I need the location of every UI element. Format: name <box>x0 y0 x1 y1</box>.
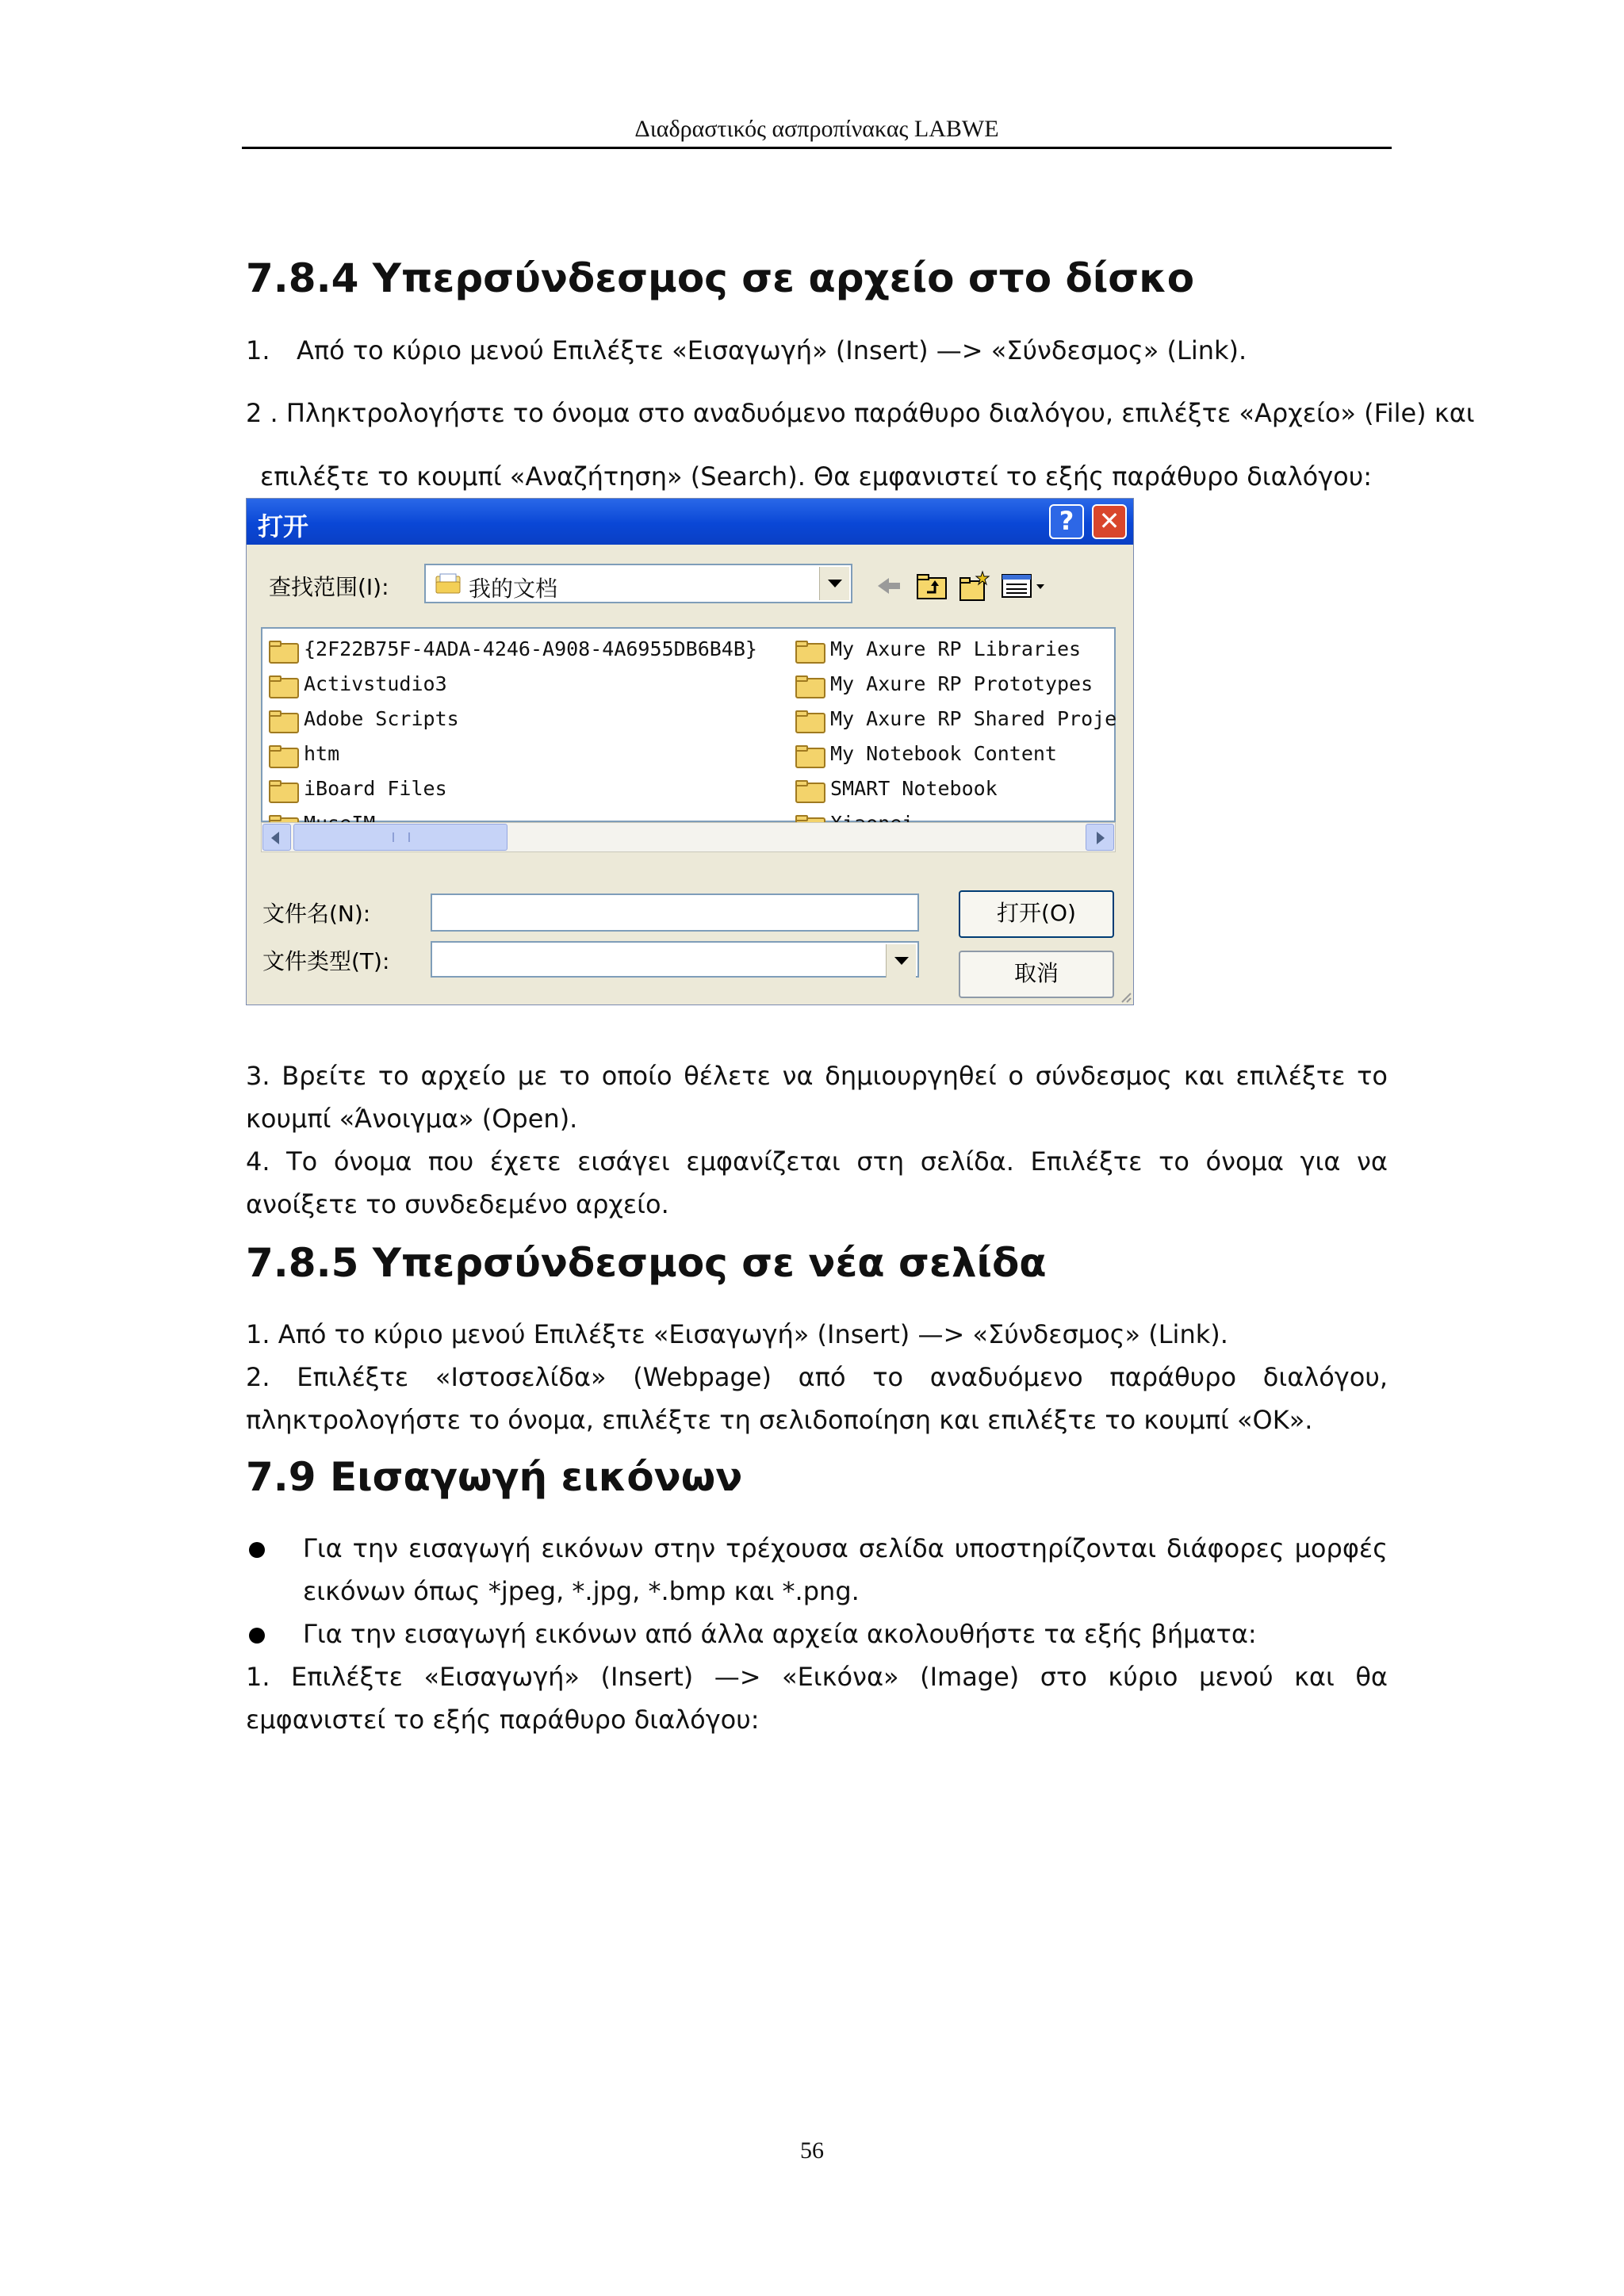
scroll-right-icon[interactable] <box>1086 824 1114 851</box>
section-title-7-8-5: 7.8.5 Υπερσύνδεσμος σε νέα σελίδα <box>246 1240 1047 1286</box>
filename-input[interactable] <box>431 894 919 932</box>
filetype-label: 文件类型(T): <box>262 948 390 974</box>
dialog-title: 打开 <box>258 511 309 541</box>
file-name: My Axure RP Shared Proje <box>830 707 1117 730</box>
s784-step-2-line-1: 2 . Πληκτρολογήστε το όνομα στο αναδυόμενο παράθυρο διαλόγου, επιλέξτε «Αρχείο» (File) και <box>246 398 1475 428</box>
open-file-dialog <box>246 498 1134 1005</box>
bullet-text-2: Για την εισαγωγή εικόνων από άλλα αρχεία ακολουθήστε τα εξής βήματα: <box>303 1619 1257 1649</box>
s784-step-1-number: 1. <box>246 335 270 365</box>
folder-icon <box>795 640 827 664</box>
view-menu-icon[interactable] <box>1000 568 1049 603</box>
s784-step-3: 3. Βρείτε το αρχείο με το οποίο θέλετε να δημιουργηθεί ο σύνδεσμος και επιλέξτε το κουμπί «Άνοιγμα» (Open). <box>246 1061 1388 1134</box>
folder-icon <box>795 779 827 803</box>
lookin-label: 查找范围(I): <box>269 574 389 600</box>
help-button[interactable]: ? <box>1049 504 1084 539</box>
horizontal-scrollbar[interactable] <box>261 822 1116 852</box>
s784-step-2-line-2: επιλέξτε το κουμπί «Αναζήτηση» (Search). Θα εμφανιστεί το εξής παράθυρο διαλόγου: <box>260 461 1373 492</box>
file-name: iBoard Files <box>304 777 447 800</box>
bullet-text-1: Για την εισαγωγή εικόνων στην τρέχουσα σελίδα υποστηρίζονται διάφορες μορφές εικόνων όπως *jpeg, *.jpg, *.bmp και *.png. <box>303 1533 1388 1606</box>
resize-grip-icon[interactable] <box>1119 990 1132 1003</box>
bullet-dot <box>249 1628 265 1644</box>
chevron-down-icon[interactable] <box>819 567 849 600</box>
file-name: Adobe Scripts <box>304 707 459 730</box>
lookin-dropdown[interactable] <box>424 564 852 603</box>
folder-icon <box>269 675 301 698</box>
folder-icon <box>269 779 301 803</box>
s784-step-1 <box>246 329 1388 372</box>
bullet-dot <box>249 1542 265 1558</box>
filetype-dropdown[interactable] <box>431 941 919 978</box>
folder-icon <box>269 640 301 664</box>
bullet-item <box>246 1613 1388 1655</box>
close-button[interactable]: ✕ <box>1092 504 1127 539</box>
chevron-down-icon[interactable] <box>886 944 916 978</box>
cancel-button[interactable]: 取消 <box>959 951 1114 998</box>
s785-step-1: 1. Από το κύριο μενού Επιλέξτε «Εισαγωγή» (Insert) —> «Σύνδεσμος» (Link). <box>246 1319 1228 1349</box>
folder-icon <box>795 675 827 698</box>
section-title-7-8-4: 7.8.4 Υπερσύνδεσμος σε αρχείο στο δίσκο <box>246 255 1195 301</box>
lookin-value: 我的文档 <box>469 576 558 602</box>
new-folder-icon[interactable] <box>957 568 992 603</box>
bullet-item <box>246 1527 1388 1613</box>
file-name: htm <box>304 742 340 765</box>
folder-icon <box>795 744 827 768</box>
file-name: My Axure RP Libraries <box>830 637 1082 660</box>
s79-step-1: 1. Επιλέξτε «Εισαγωγή» (Insert) —> «Εικόνα» (Image) στο κύριο μενού και θα εμφανιστεί το εξής παράθυρο διαλόγου: <box>246 1662 1388 1735</box>
folder-icon <box>795 710 827 733</box>
my-documents-icon <box>435 573 461 594</box>
back-icon[interactable] <box>871 568 906 603</box>
s784-step-4: 4. Το όνομα που έχετε εισάγει εμφανίζεται στη σελίδα. Επιλέξτε το όνομα για να ανοίξετε το συνδεδεμένο αρχείο. <box>246 1146 1388 1219</box>
folder-icon <box>269 710 301 733</box>
s785-step-2: 2. Επιλέξτε «Ιστοσελίδα» (Webpage) από το αναδυόμενο παράθυρο διαλόγου, πληκτρολογήστε το όνομα, επιλέξτε τη σελιδοποίηση και επιλέξτε το κουμπί «OK». <box>246 1362 1388 1435</box>
scrollbar-thumb[interactable] <box>293 824 508 851</box>
file-name: My Axure RP Prototypes <box>830 672 1094 695</box>
open-button[interactable]: 打开(O) <box>959 890 1114 938</box>
page-number: 56 <box>800 2137 824 2164</box>
filename-label: 文件名(N): <box>262 901 371 927</box>
header-rule <box>242 147 1392 149</box>
dialog-titlebar[interactable] <box>247 499 1133 545</box>
up-folder-icon[interactable] <box>914 568 949 603</box>
running-header: Διαδραστικός ασπροπίνακας LABWE <box>634 116 999 142</box>
file-name: {2F22B75F-4ADA-4246-A908-4A6955DB6B4B} <box>304 637 757 660</box>
scroll-left-icon[interactable] <box>262 824 291 851</box>
s784-step-1-text: Από το κύριο μενού Επιλέξτε «Εισαγωγή» (Insert) —> «Σύνδεσμος» (Link). <box>297 335 1247 365</box>
section-title-7-9: 7.9 Εισαγωγή εικόνων <box>246 1454 743 1500</box>
file-list[interactable] <box>261 627 1116 822</box>
file-name: SMART Notebook <box>830 777 998 800</box>
file-name: My Notebook Content <box>830 742 1057 765</box>
folder-icon <box>269 744 301 768</box>
file-name: Activstudio3 <box>304 672 447 695</box>
